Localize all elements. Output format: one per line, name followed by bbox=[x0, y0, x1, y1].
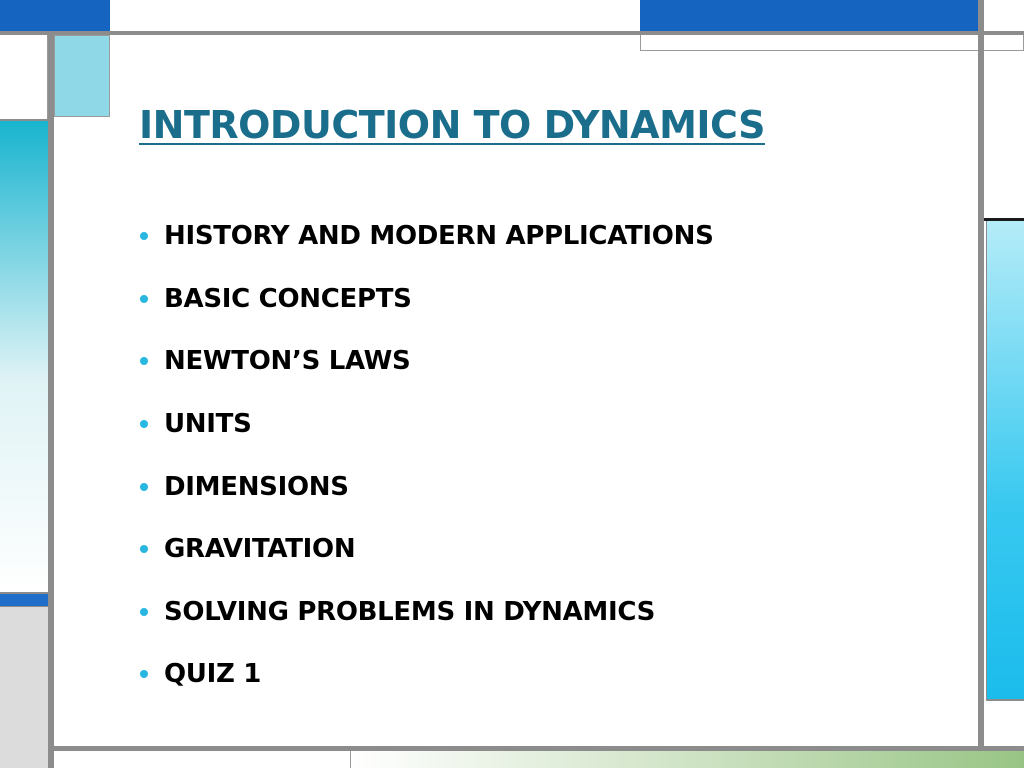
bullet-text: UNITS bbox=[164, 409, 252, 440]
bullet-dot-icon bbox=[140, 232, 148, 240]
bullet-text: SOLVING PROBLEMS IN DYNAMICS bbox=[164, 596, 656, 627]
bullet-dot-icon bbox=[140, 420, 148, 428]
bullet-item bbox=[140, 581, 714, 644]
bullet-text: QUIZ 1 bbox=[164, 659, 262, 690]
bullet-dot-icon bbox=[140, 545, 148, 553]
bullet-item bbox=[140, 643, 714, 706]
bullet-text: GRAVITATION bbox=[164, 534, 356, 565]
bullet-list bbox=[140, 205, 714, 706]
bullet-text: NEWTON’S LAWS bbox=[164, 346, 411, 377]
bullet-item bbox=[140, 518, 714, 581]
bullet-item bbox=[140, 268, 714, 331]
bullet-item bbox=[140, 205, 714, 268]
left-frame-bar bbox=[48, 35, 54, 768]
cyan-accent-square bbox=[54, 35, 110, 117]
bullet-dot-icon bbox=[140, 357, 148, 365]
bullet-dot-icon bbox=[140, 483, 148, 491]
bullet-item bbox=[140, 393, 714, 456]
left-gradient-panel bbox=[0, 119, 48, 592]
top-right-blue-bar bbox=[640, 0, 980, 31]
bullet-item bbox=[140, 455, 714, 518]
top-left-frame-box bbox=[0, 35, 48, 119]
top-right-frame-box bbox=[640, 35, 1024, 51]
bullet-text: BASIC CONCEPTS bbox=[164, 283, 412, 314]
bullet-dot-icon bbox=[140, 295, 148, 303]
bullet-text: DIMENSIONS bbox=[164, 471, 349, 502]
bullet-item bbox=[140, 330, 714, 393]
left-blue-stripe bbox=[0, 592, 48, 606]
bottom-green-bar bbox=[350, 751, 1024, 768]
bullet-text: HISTORY AND MODERN APPLICATIONS bbox=[164, 221, 714, 252]
bottom-left-gray-panel bbox=[0, 606, 48, 768]
right-frame-bar bbox=[978, 0, 984, 768]
bullet-dot-icon bbox=[140, 670, 148, 678]
slide-title: INTRODUCTION TO DYNAMICS bbox=[139, 103, 765, 147]
bullet-dot-icon bbox=[140, 608, 148, 616]
top-left-blue-bar bbox=[0, 0, 110, 31]
right-gradient-panel bbox=[986, 221, 1024, 701]
